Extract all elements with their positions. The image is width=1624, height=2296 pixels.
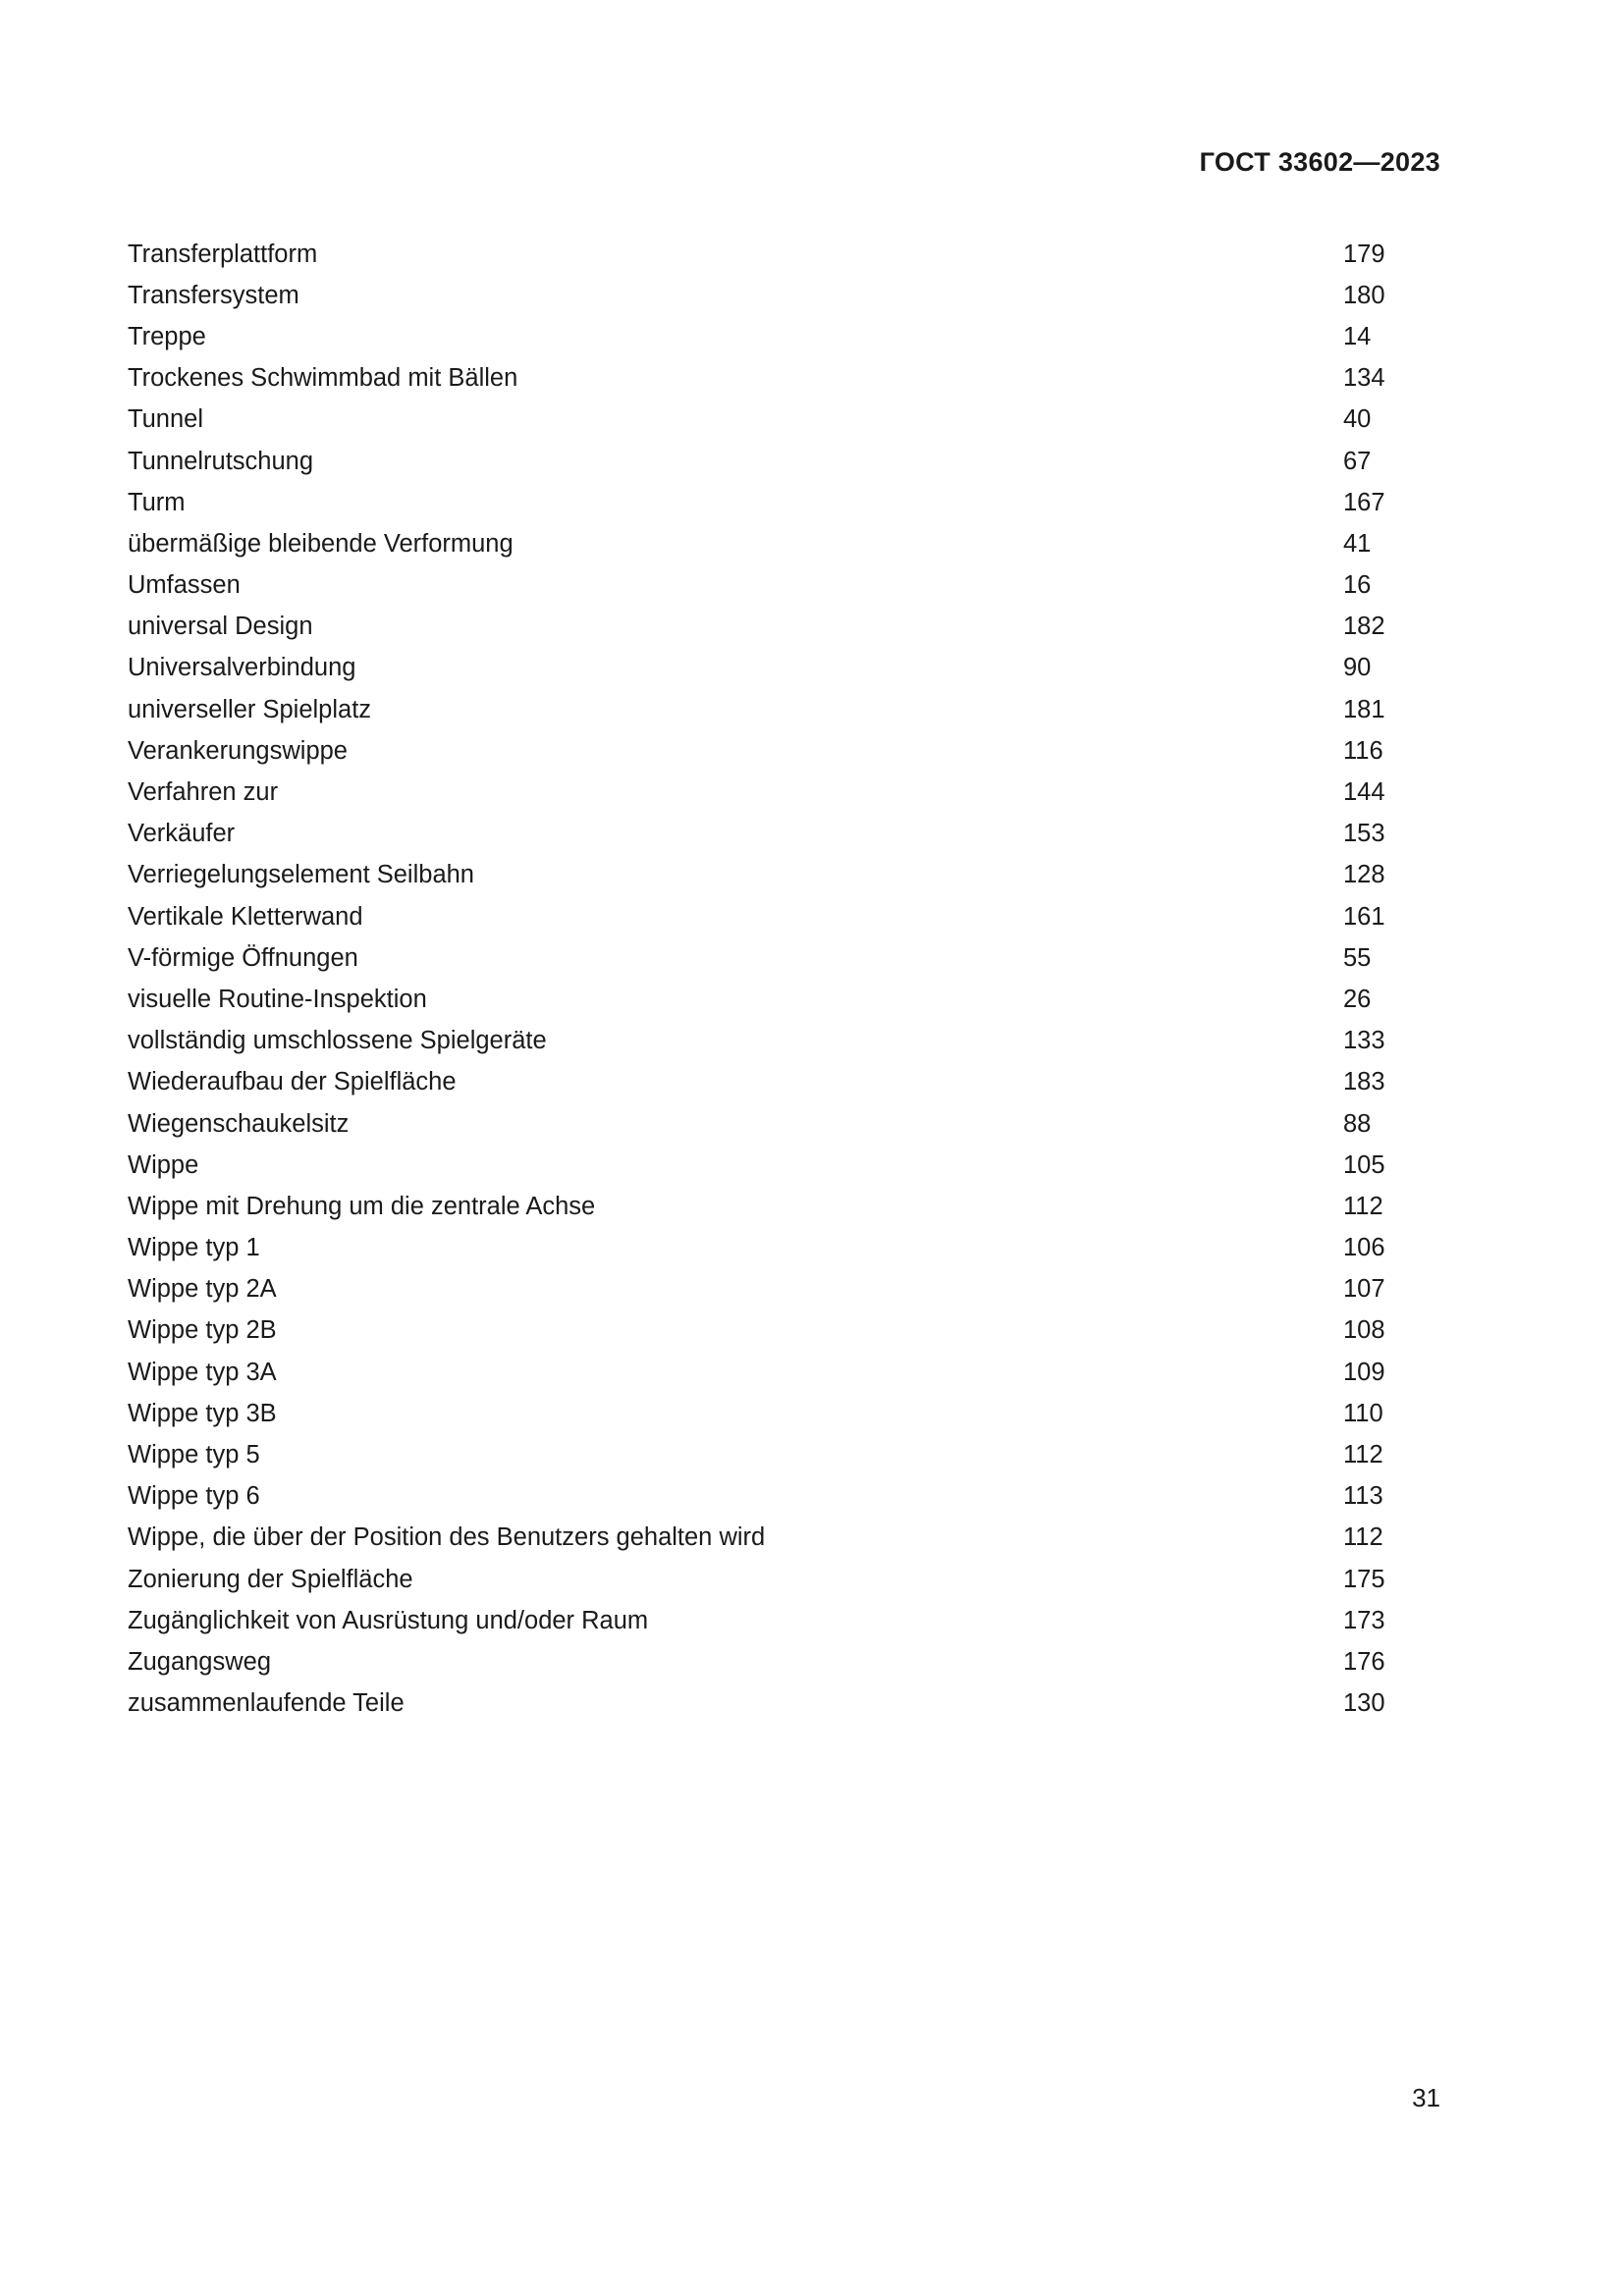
index-reference: 179 — [1343, 240, 1385, 268]
index-reference: 112 — [1343, 1192, 1383, 1220]
index-term: Universalverbindung — [128, 654, 356, 682]
index-reference: 181 — [1343, 695, 1385, 723]
index-entry — [128, 316, 1404, 357]
index-entry — [128, 565, 1404, 607]
index-reference: 176 — [1343, 1647, 1385, 1676]
index-term: zusammenlaufende Teile — [128, 1689, 405, 1718]
index-reference: 113 — [1343, 1482, 1383, 1511]
index-entry — [128, 1434, 1404, 1475]
index-entry — [128, 730, 1404, 772]
index-entry — [128, 1228, 1404, 1269]
index-term: Wippe typ 2A — [128, 1275, 277, 1304]
index-entry — [128, 1352, 1404, 1393]
index-term: universeller Spielplatz — [128, 695, 372, 723]
index-term: Umfassen — [128, 571, 241, 600]
index-entry — [128, 772, 1404, 813]
index-reference: 41 — [1343, 529, 1372, 558]
index-reference: 110 — [1343, 1399, 1383, 1427]
index-entry — [128, 275, 1404, 316]
index-reference: 180 — [1343, 281, 1385, 309]
standard-designation: ГОСТ 33602—2023 — [1199, 147, 1440, 177]
index-reference: 112 — [1343, 1523, 1383, 1552]
index-entry — [128, 523, 1404, 564]
index-entry — [128, 689, 1404, 730]
index-term: Zugänglichkeit von Ausrüstung und/oder Raum — [128, 1606, 649, 1634]
index-entry — [128, 607, 1404, 648]
index-entry — [128, 441, 1404, 482]
index-term: Zugangsweg — [128, 1647, 272, 1676]
index-reference: 109 — [1343, 1358, 1385, 1386]
index-reference: 133 — [1343, 1027, 1385, 1055]
index-entry — [128, 1186, 1404, 1227]
index-term: Wippe typ 2B — [128, 1316, 277, 1345]
index-reference: 134 — [1343, 364, 1385, 393]
index-entry — [128, 1021, 1404, 1062]
index-term: visuelle Routine-Inspektion — [128, 985, 427, 1013]
index-term: Verankerungswippe — [128, 736, 348, 765]
index-term: Wiegenschaukelsitz — [128, 1109, 350, 1138]
index-entry — [128, 979, 1404, 1020]
index-reference: 105 — [1343, 1150, 1385, 1179]
index-entry — [128, 1062, 1404, 1103]
index-term: Transferplattform — [128, 240, 318, 268]
index-reference: 112 — [1343, 1441, 1383, 1469]
index-entry — [128, 1518, 1404, 1559]
index-term: Wippe typ 3B — [128, 1399, 277, 1427]
index-reference: 116 — [1343, 736, 1383, 765]
index-term: Verfahren zur — [128, 778, 279, 807]
index-reference: 106 — [1343, 1234, 1385, 1262]
index-term: Wippe typ 6 — [128, 1482, 260, 1511]
index-entry — [128, 1683, 1404, 1725]
index-entry — [128, 1269, 1404, 1310]
index-reference: 161 — [1343, 902, 1385, 931]
index-term: Wippe typ 3A — [128, 1358, 277, 1386]
index-reference: 107 — [1343, 1275, 1385, 1304]
index-term: Wippe, die über der Position des Benutzers gehalten wird — [128, 1523, 766, 1552]
index-term: Vertikale Kletterwand — [128, 902, 363, 931]
index-entry — [128, 814, 1404, 855]
index-entry — [128, 1145, 1404, 1186]
index-reference: 183 — [1343, 1068, 1385, 1096]
index-reference: 16 — [1343, 571, 1372, 600]
index-reference: 26 — [1343, 985, 1372, 1013]
index-term: übermäßige bleibende Verformung — [128, 529, 514, 558]
index-term: Wiederaufbau der Spielfläche — [128, 1068, 457, 1096]
index-entry — [128, 234, 1404, 275]
index-term: Wippe mit Drehung um die zentrale Achse — [128, 1192, 596, 1220]
index-term: Verriegelungselement Seilbahn — [128, 861, 474, 889]
index-term: Tunnel — [128, 405, 204, 434]
index-entry — [128, 1600, 1404, 1641]
index-entry — [128, 896, 1404, 937]
index-term: Tunnelrutschung — [128, 447, 314, 475]
index-reference: 55 — [1343, 943, 1372, 972]
index-reference: 108 — [1343, 1316, 1385, 1345]
index-term: Transfersystem — [128, 281, 299, 309]
index-term: V-förmige Öffnungen — [128, 943, 358, 972]
index-reference: 130 — [1343, 1689, 1385, 1718]
index-term: Wippe typ 5 — [128, 1441, 260, 1469]
index-reference: 153 — [1343, 820, 1385, 848]
index-entry — [128, 1103, 1404, 1145]
index-reference: 14 — [1343, 322, 1372, 350]
index-reference: 90 — [1343, 654, 1372, 682]
index-entry — [128, 482, 1404, 523]
index-entry — [128, 400, 1404, 441]
index-term: Zonierung der Spielfläche — [128, 1565, 413, 1593]
index-entry — [128, 358, 1404, 400]
index-entry — [128, 1559, 1404, 1600]
alphabetical-index — [128, 234, 1404, 1725]
index-entry — [128, 1393, 1404, 1434]
index-reference: 167 — [1343, 488, 1385, 516]
index-entry — [128, 855, 1404, 896]
index-term: Wippe — [128, 1150, 199, 1179]
index-entry — [128, 1641, 1404, 1682]
index-reference: 67 — [1343, 447, 1372, 475]
index-term: Verkäufer — [128, 820, 236, 848]
index-reference: 40 — [1343, 405, 1372, 434]
index-entry — [128, 648, 1404, 689]
index-entry — [128, 1476, 1404, 1518]
index-term: universal Design — [128, 613, 313, 641]
index-entry — [128, 1310, 1404, 1352]
index-reference: 173 — [1343, 1606, 1385, 1634]
index-term: Wippe typ 1 — [128, 1234, 260, 1262]
index-term: Treppe — [128, 322, 206, 350]
index-term: Trockenes Schwimmbad mit Bällen — [128, 364, 518, 393]
index-reference: 88 — [1343, 1109, 1372, 1138]
index-reference: 175 — [1343, 1565, 1385, 1593]
index-term: vollständig umschlossene Spielgeräte — [128, 1027, 547, 1055]
page-number: 31 — [1412, 2083, 1440, 2112]
index-term: Turm — [128, 488, 186, 516]
index-reference: 128 — [1343, 861, 1385, 889]
index-entry — [128, 937, 1404, 979]
index-reference: 182 — [1343, 613, 1385, 641]
index-reference: 144 — [1343, 778, 1385, 807]
